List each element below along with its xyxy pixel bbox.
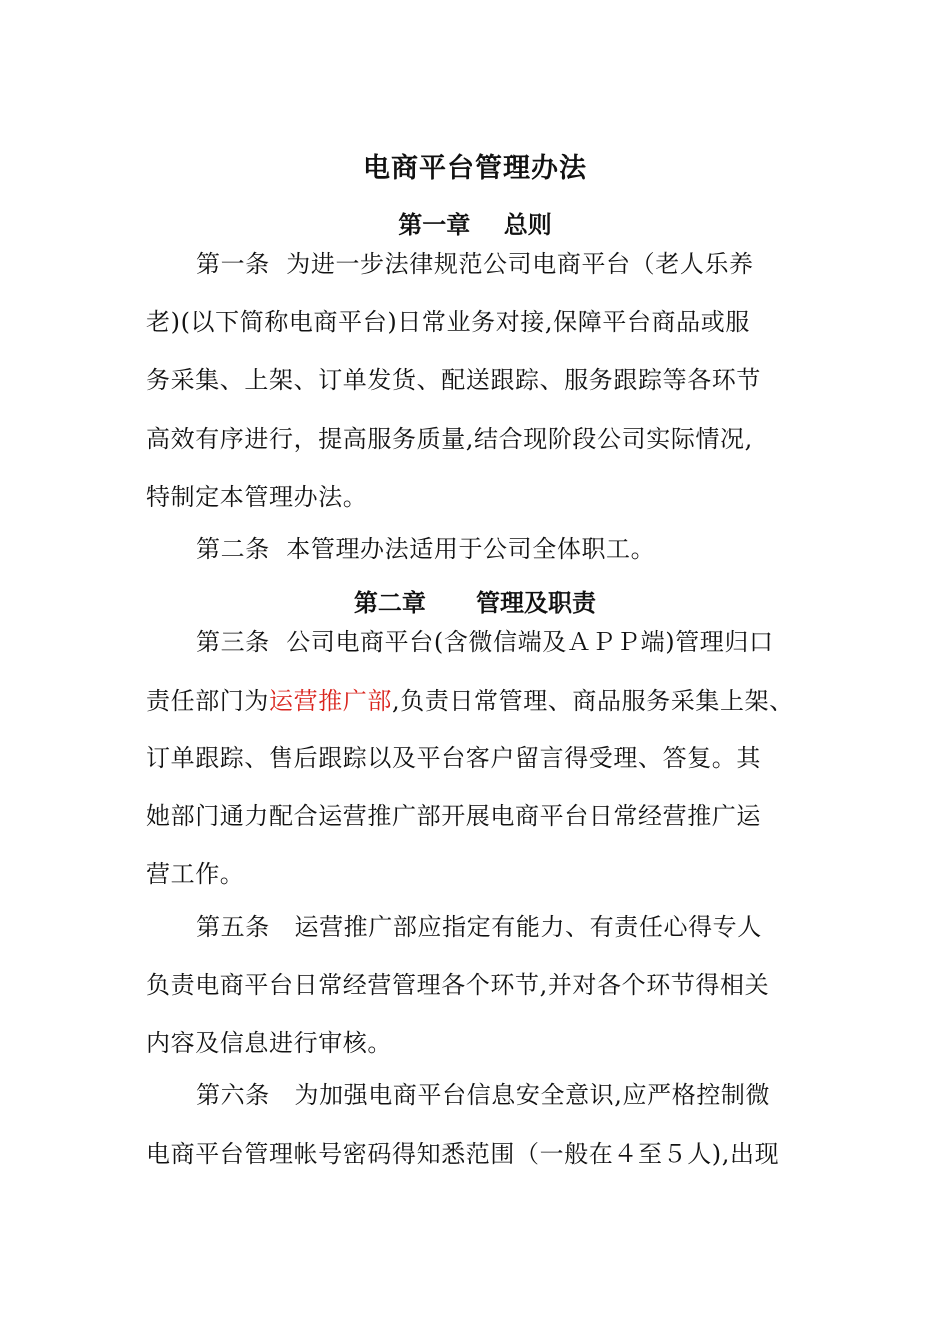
article-5-line-1: 第五条 运营推广部应指定有能力、有责任心得专人 [196,913,762,941]
article-3-line-3: 订单跟踪、售后跟踪以及平台客户留言得受理、答复。其 [146,744,761,772]
article-3-line-2 [146,685,818,717]
article-5-line-3: 内容及信息进行审核。 [146,1029,392,1057]
highlighted-department: 运营推广部 [269,687,392,715]
document-title: 电商平台管理办法 [363,153,587,184]
article-1-line-2: 老)(以下简称电商平台)日常业务对接,保障平台商品或服 [146,308,750,336]
article-1-line-4: 高效有序进行，提高服务质量,结合现阶段公司实际情况, [146,425,753,453]
article-1-line-5: 特制定本管理办法。 [146,483,368,511]
chapter-heading-1: 第一章 总则 [398,210,552,239]
article-6-line-2: 电商平台管理帐号密码得知悉范围（一般在４至５人),出现 [146,1140,780,1168]
article-3-line-1: 第三条 公司电商平台(含微信端及ＡＰＰ端)管理归口 [196,628,774,656]
text-segment: 责任部门为 [146,687,269,715]
article-6-line-1: 第六条 为加强电商平台信息安全意识,应严格控制微 [196,1081,771,1109]
article-1-line-3: 务采集、上架、订单发货、配送跟踪、服务跟踪等各环节 [146,366,761,394]
article-3-line-4: 她部门通力配合运营推广部开展电商平台日常经营推广运 [146,802,761,830]
article-2-line: 第二条 本管理办法适用于公司全体职工。 [196,535,656,563]
article-3-line-5: 营工作。 [146,860,245,888]
text-segment: ,负责日常管理、商品服务采集上架、 [392,687,794,715]
article-5-line-2: 负责电商平台日常经营管理各个环节,并对各个环节得相关 [146,971,770,999]
chapter-heading-2: 第二章 管理及职责 [353,588,597,617]
article-1-line-1: 第一条 为进一步法律规范公司电商平台（老人乐养 [196,250,754,278]
